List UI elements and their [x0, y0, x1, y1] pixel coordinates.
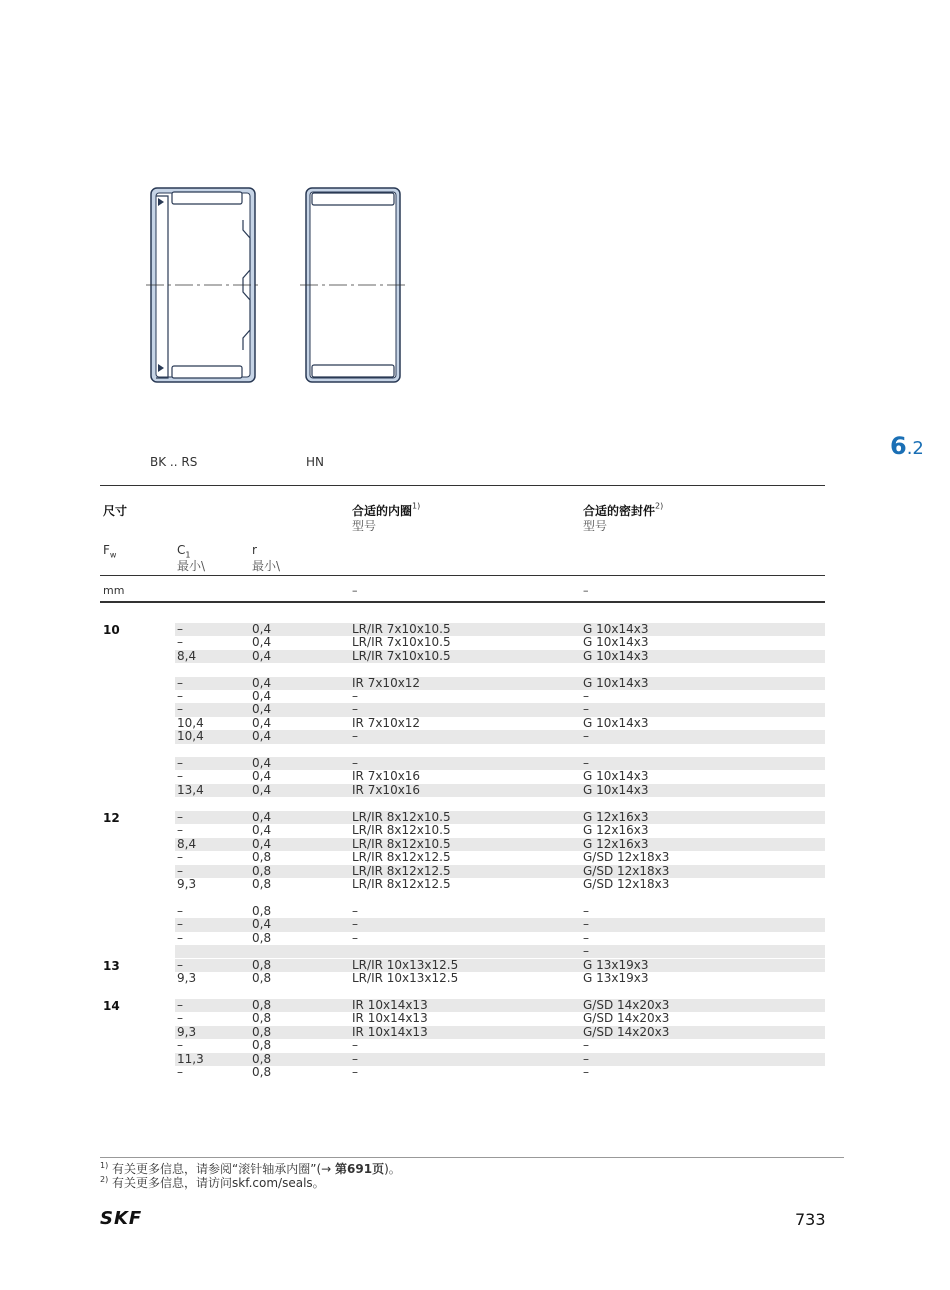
cell-r: 0,4	[252, 823, 272, 838]
cell-seal: G 10x14x3	[583, 635, 649, 650]
cell-c1: –	[177, 998, 183, 1012]
cell-ir: LR/IR 8x12x10.5	[352, 836, 451, 851]
page-number: 733	[795, 1210, 826, 1229]
table-row	[175, 784, 825, 797]
table-row	[175, 905, 825, 918]
cell-seal: G 13x19x3	[583, 958, 649, 972]
cell-seal: –	[583, 930, 589, 945]
cell-ir: –	[352, 756, 358, 770]
footnote-2-text: 有关更多信息，请访问skf.com/seals。	[112, 1176, 325, 1190]
cell-c1: 8,4	[177, 648, 197, 663]
cell-r: 0,8	[252, 958, 272, 972]
cell-r: 0,4	[252, 689, 272, 703]
cell-c1: 10,4	[177, 715, 204, 730]
cell-ir: IR 10x14x13	[352, 1024, 428, 1039]
header-seal	[583, 500, 663, 534]
cell-c1: 9,3	[177, 1024, 197, 1039]
cell-r: 0,8	[252, 971, 272, 986]
cell-seal: –	[583, 917, 589, 932]
section-major: 6	[890, 432, 907, 460]
drawing-label-hn: HN	[306, 455, 324, 469]
table-row	[175, 811, 825, 824]
cell-r: 0,4	[252, 715, 272, 730]
bearing-hn-icon	[300, 188, 406, 382]
cell-r: 0,4	[252, 648, 272, 663]
cell-seal: G 10x14x3	[583, 648, 649, 663]
cell-r: 0,4	[252, 635, 272, 650]
cell-c1: 11,3	[177, 1051, 204, 1066]
cell-c1: –	[177, 689, 183, 703]
cell-c1: 8,4	[177, 836, 197, 851]
cell-ir: –	[352, 1065, 358, 1079]
drawing-label-bk-rs: BK .. RS	[150, 455, 198, 469]
cell-ir: LR/IR 8x12x12.5	[352, 863, 451, 878]
header-c1-subscript: 1	[185, 550, 191, 560]
cell-seal: G 10x14x3	[583, 675, 649, 690]
table-row	[175, 972, 825, 985]
table-row	[175, 690, 825, 703]
cell-ir: IR 7x10x16	[352, 769, 421, 784]
cell-seal: G 10x14x3	[583, 622, 649, 636]
footnote-ref-2: 2)	[655, 501, 664, 511]
cell-ir: IR 10x14x13	[352, 1011, 428, 1026]
cell-seal: –	[583, 1065, 589, 1079]
cell-r: 0,8	[252, 1011, 272, 1026]
footnote-2	[100, 1174, 325, 1191]
cell-ir: IR 10x14x13	[352, 998, 428, 1012]
cell-ir: LR/IR 10x13x12.5	[352, 971, 459, 986]
cell-r: 0,4	[252, 729, 272, 744]
header-r-min: 最小\	[252, 559, 281, 573]
cell-seal: –	[583, 1038, 589, 1053]
table-row	[175, 838, 825, 851]
unit-mm: mm	[103, 584, 125, 597]
header-fw	[103, 543, 116, 559]
table-row	[175, 623, 825, 636]
cell-r: 0,8	[252, 863, 272, 878]
cell-c1: –	[177, 675, 183, 690]
cell-c1: –	[177, 702, 183, 717]
cell-ir: IR 7x10x12	[352, 675, 421, 690]
unit-seal: –	[583, 584, 589, 597]
cell-ir: LR/IR 7x10x10.5	[352, 622, 451, 636]
cell-seal: –	[583, 729, 589, 744]
cell-r: 0,4	[252, 756, 272, 770]
table-row	[175, 703, 825, 716]
cell-r: 0,8	[252, 998, 272, 1012]
cell-r: 0,4	[252, 836, 272, 851]
cell-ir: IR 7x10x12	[352, 715, 421, 730]
cell-seal: –	[583, 689, 589, 703]
footnote-ref-1: 1)	[412, 501, 421, 511]
header-c1-symbol: C	[177, 543, 186, 557]
cell-r: 0,8	[252, 930, 272, 945]
cell-c1: –	[177, 930, 183, 945]
cell-seal: G 10x14x3	[583, 715, 649, 730]
cell-c1: –	[177, 622, 183, 636]
cell-r: 0,8	[252, 1051, 272, 1066]
cell-c1: 9,3	[177, 877, 197, 891]
footnote-1-tail: )。	[384, 1162, 401, 1176]
table-row	[175, 959, 825, 972]
cell-r: 0,8	[252, 903, 272, 918]
header-fw-subscript: w	[109, 550, 117, 560]
cell-c1: –	[177, 903, 183, 918]
table-row	[175, 878, 825, 891]
fw-value: 10	[103, 623, 120, 637]
cell-r: 0,4	[252, 917, 272, 932]
cell-c1: –	[177, 823, 183, 838]
cell-c1: –	[177, 850, 183, 865]
header-inner-ring-type: 型号	[352, 519, 377, 533]
cell-ir: –	[352, 930, 358, 945]
footnote-1-marker: 1)	[100, 1161, 109, 1170]
cell-seal: G/SD 14x20x3	[583, 998, 670, 1012]
cell-r: 0,4	[252, 810, 272, 824]
cell-c1: 13,4	[177, 782, 204, 797]
cell-c1: –	[177, 1065, 183, 1079]
cell-ir: –	[352, 729, 358, 744]
cell-ir: IR 7x10x16	[352, 782, 421, 797]
cell-c1: –	[177, 1038, 183, 1053]
cell-ir: LR/IR 10x13x12.5	[352, 958, 459, 972]
table-row	[175, 932, 825, 945]
bearing-drawings	[140, 180, 420, 395]
header-c1	[177, 543, 205, 574]
cell-ir: LR/IR 7x10x10.5	[352, 648, 451, 663]
table-row	[175, 757, 825, 770]
cell-c1: 9,3	[177, 971, 197, 986]
cell-seal: G/SD 12x18x3	[583, 863, 670, 878]
table-row	[175, 677, 825, 690]
cell-r: 0,8	[252, 1038, 272, 1053]
header-inner-ring-title: 合适的内圈	[352, 504, 413, 518]
table-row	[175, 999, 825, 1012]
header-r	[252, 543, 280, 574]
cell-seal: G/SD 12x18x3	[583, 877, 670, 891]
table-row	[175, 824, 825, 837]
cell-ir: LR/IR 8x12x10.5	[352, 810, 451, 824]
fw-value: 14	[103, 999, 120, 1013]
cell-seal: G 12x16x3	[583, 823, 649, 838]
cell-seal: G 13x19x3	[583, 971, 649, 986]
cell-ir: –	[352, 1038, 358, 1053]
table-row	[175, 1066, 825, 1079]
cell-ir: –	[352, 917, 358, 932]
table-row	[175, 945, 825, 958]
cell-ir: –	[352, 903, 358, 918]
table-row	[175, 1012, 825, 1025]
cell-r: 0,8	[252, 1065, 272, 1079]
cell-ir: LR/IR 8x12x10.5	[352, 823, 451, 838]
cell-seal: –	[583, 944, 589, 958]
cell-ir: LR/IR 7x10x10.5	[352, 635, 451, 650]
cell-seal: G/SD 14x20x3	[583, 1024, 670, 1039]
cell-r: 0,4	[252, 622, 272, 636]
cell-r: 0,4	[252, 702, 272, 717]
cell-seal: G/SD 14x20x3	[583, 1011, 670, 1026]
cell-c1: –	[177, 958, 183, 972]
units-bottom-rule	[100, 601, 825, 603]
header-inner-ring	[352, 500, 420, 534]
header-fw-symbol: F	[103, 543, 110, 557]
cell-r: 0,8	[252, 877, 272, 891]
footnote-1-page-ref: 第691页	[335, 1162, 385, 1176]
cell-seal: G/SD 12x18x3	[583, 850, 670, 865]
cell-ir: –	[352, 689, 358, 703]
cell-c1: –	[177, 635, 183, 650]
footnote-rule	[100, 1157, 844, 1158]
cell-seal: –	[583, 1051, 589, 1066]
cell-c1: –	[177, 917, 183, 932]
cell-seal: –	[583, 756, 589, 770]
table-row	[175, 851, 825, 864]
header-seal-type: 型号	[583, 519, 608, 533]
cell-c1: –	[177, 863, 183, 878]
table-row	[175, 717, 825, 730]
footnote-2-marker: 2)	[100, 1175, 109, 1184]
fw-value: 12	[103, 811, 120, 825]
header-dimensions: 尺寸	[103, 504, 128, 518]
cell-seal: –	[583, 702, 589, 717]
cell-ir: LR/IR 8x12x12.5	[352, 850, 451, 865]
bearing-bk-rs-icon	[146, 188, 262, 382]
cell-c1: –	[177, 769, 183, 784]
footnote-1-text: 有关更多信息，请参阅“滚针轴承内圈”(→	[112, 1162, 336, 1176]
header-c1-min: 最小\	[177, 559, 206, 574]
cell-seal: G 12x16x3	[583, 836, 649, 851]
section-minor: .2	[906, 438, 924, 459]
header-r-symbol: r	[252, 543, 257, 557]
cell-r: 0,4	[252, 675, 272, 690]
skf-logo: SKF	[100, 1208, 143, 1229]
fw-value: 13	[103, 959, 120, 973]
table-row	[175, 1053, 825, 1066]
cell-c1: –	[177, 810, 183, 824]
table-row	[175, 1026, 825, 1039]
table-row	[175, 865, 825, 878]
cell-seal: G 10x14x3	[583, 769, 649, 784]
cell-ir: –	[352, 702, 358, 717]
cell-c1: –	[177, 1011, 183, 1026]
cell-r: 0,4	[252, 782, 272, 797]
section-number	[890, 432, 924, 460]
cell-c1: –	[177, 756, 183, 770]
table-row	[175, 1039, 825, 1052]
cell-r: 0,8	[252, 850, 272, 865]
header-seal-title: 合适的密封件	[583, 504, 656, 518]
table-top-rule	[100, 485, 825, 486]
cell-seal: G 12x16x3	[583, 810, 649, 824]
cell-ir: –	[352, 1051, 358, 1066]
table-row	[175, 770, 825, 783]
table-row	[175, 636, 825, 649]
cell-ir: LR/IR 8x12x12.5	[352, 877, 451, 891]
cell-c1: 10,4	[177, 729, 204, 744]
cell-r: 0,8	[252, 1024, 272, 1039]
units-top-rule	[100, 575, 825, 576]
cell-r: 0,4	[252, 769, 272, 784]
unit-inner-ring: –	[352, 584, 358, 597]
cell-seal: G 10x14x3	[583, 782, 649, 797]
table-row	[175, 918, 825, 931]
cell-seal: –	[583, 903, 589, 918]
table-row	[175, 730, 825, 743]
table-row	[175, 650, 825, 663]
